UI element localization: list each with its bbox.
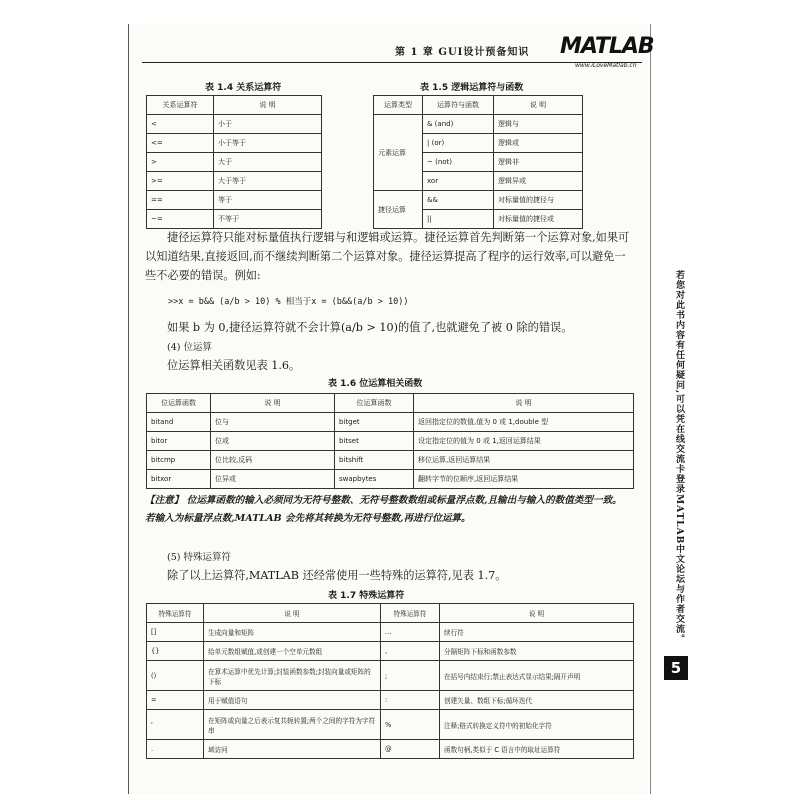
paragraph-divide-zero: 如果 b 为 0,捷径运算符就不会计算(a/b > 10)的值了,也就避免了被 0 除的错误。 (167, 321, 573, 334)
table-cell: 逻辑或 (494, 134, 583, 153)
table-row (147, 432, 634, 451)
table-1-5-caption: 表 1.5 逻辑运算符与函数 (420, 83, 524, 93)
table-cell: 捷径运算 (374, 191, 423, 229)
table-cell: 生成向量和矩阵 (204, 623, 381, 642)
table-cell: @ (381, 740, 440, 759)
table-cell: 设定指定位的值为 0 或 1,返回运算结果 (414, 432, 634, 451)
page-number: 5 (664, 656, 688, 680)
table-row (147, 623, 634, 642)
table-cell: ' (147, 710, 204, 740)
table-cell: 逻辑异或 (494, 172, 583, 191)
table-cell: , (381, 642, 440, 661)
page-edge (650, 24, 651, 794)
table-row (147, 451, 634, 470)
table-row (147, 470, 634, 489)
table-header: 位运算函数 (335, 394, 414, 413)
table-1-6-caption: 表 1.6 位运算相关函数 (328, 379, 423, 389)
table-header: 说 明 (414, 394, 634, 413)
table-cell: swapbytes (335, 470, 414, 489)
table-cell: : (381, 691, 440, 710)
table-row (147, 134, 322, 153)
table-cell: bitcmp (147, 451, 211, 470)
table-row (147, 153, 322, 172)
table-cell: 大于等于 (214, 172, 322, 191)
paragraph-shortcut: 捷径运算符只能对标量值执行逻辑与和逻辑或运算。捷径运算首先判断第一个运算对象,如果可以知道结果,直接返回,而不继续判断第二个运算对象。捷径运算提高了程序的运行效率,可以避免一些不必要的错误。例如: (145, 231, 630, 282)
table-row (147, 115, 322, 134)
table-cell: 对标量值的捷径或 (494, 210, 583, 229)
paragraph-bitwise: 位运算相关函数见表 1.6。 (167, 359, 301, 372)
table-cell: 翻转字节的位顺序,返回运算结果 (414, 470, 634, 489)
table-cell: < (147, 115, 214, 134)
table-header: 说 明 (440, 604, 634, 623)
table-cell: [] (147, 623, 204, 642)
table-row (147, 661, 634, 691)
table-1-4-caption: 表 1.4 关系运算符 (205, 83, 282, 93)
table-header: 说 明 (211, 394, 335, 413)
table-cell: bitget (335, 413, 414, 432)
table-cell: 小于等于 (214, 134, 322, 153)
table-row (147, 413, 634, 432)
table-cell: 位与 (211, 413, 335, 432)
table-row (147, 210, 322, 229)
table-1-4 (146, 95, 322, 229)
table-header: 说 明 (494, 96, 583, 115)
table-cell: bitand (147, 413, 211, 432)
table-row (147, 642, 634, 661)
table-cell: bitset (335, 432, 414, 451)
table-cell: || (423, 210, 494, 229)
table-cell: > (147, 153, 214, 172)
table-row (147, 691, 634, 710)
chapter-header: 第 1 章 GUI设计预备知识 (395, 47, 530, 58)
code-example: >>x = b&& (a/b > 10) % 相当于x = (b&&(a/b > 10)) (168, 297, 409, 307)
table-cell: 不等于 (214, 210, 322, 229)
table-cell: == (147, 191, 214, 210)
table-1-6 (146, 393, 634, 489)
table-row (374, 115, 583, 134)
table-header: 特殊运算符 (147, 604, 204, 623)
table-cell: 续行符 (440, 623, 634, 642)
paragraph-special: 除了以上运算符,MATLAB 还经常使用一些特殊的运算符,见表 1.7。 (167, 569, 507, 582)
table-cell: {} (147, 642, 204, 661)
table-row (374, 191, 583, 210)
note-bitwise: 【注意】 位运算函数的输入必须同为无符号整数、无符号整数数组或标量浮点数,且输出与输入的数值类型一致。若输入为标量浮点数,MATLAB 会先将其转换为无符号整数,再进行位运算。 (145, 495, 622, 524)
table-cell: 等于 (214, 191, 322, 210)
section-special: (5) 特殊运算符 (167, 552, 231, 563)
table-cell: ~ (not) (423, 153, 494, 172)
table-cell: xor (423, 172, 494, 191)
table-cell: . (147, 740, 204, 759)
table-cell: <= (147, 134, 214, 153)
table-cell: ... (381, 623, 440, 642)
table-cell: 移位运算,返回运算结果 (414, 451, 634, 470)
table-row (147, 191, 322, 210)
table-cell: 小于 (214, 115, 322, 134)
table-cell: 给单元数组赋值,或创建一个空单元数组 (204, 642, 381, 661)
table-header: 说 明 (214, 96, 322, 115)
table-cell: && (423, 191, 494, 210)
table-header: 关系运算符 (147, 96, 214, 115)
table-cell: 用于赋值语句 (204, 691, 381, 710)
table-cell: 在算术运算中优先计算;封装函数参数;封装向量或矩阵的下标 (204, 661, 381, 691)
table-row (147, 172, 322, 191)
table-cell: 逻辑非 (494, 153, 583, 172)
table-cell: | (or) (423, 134, 494, 153)
table-cell: 元素运算 (374, 115, 423, 191)
table-1-7 (146, 603, 634, 759)
table-cell: 位异或 (211, 470, 335, 489)
table-cell: 域访问 (204, 740, 381, 759)
table-1-5 (373, 95, 583, 229)
table-header: 位运算函数 (147, 394, 211, 413)
table-cell: 大于 (214, 153, 322, 172)
table-cell: 对标量值的捷径与 (494, 191, 583, 210)
table-cell: = (147, 691, 204, 710)
table-cell: bitor (147, 432, 211, 451)
table-cell: bitshift (335, 451, 414, 470)
table-cell: 创建矢量、数组下标;循环迭代 (440, 691, 634, 710)
table-header: 说 明 (204, 604, 381, 623)
table-1-7-caption: 表 1.7 特殊运算符 (328, 591, 405, 601)
table-cell: bitxor (147, 470, 211, 489)
table-cell: 位比较,反码 (211, 451, 335, 470)
table-cell: () (147, 661, 204, 691)
table-header: 运算符与函数 (423, 96, 494, 115)
side-note: 若您对此书内容有任何疑问,可以凭在线交流卡登录MATLAB中文论坛与作者交流。 (674, 270, 684, 645)
table-row (147, 740, 634, 759)
table-cell: >= (147, 172, 214, 191)
section-bitwise: (4) 位运算 (167, 342, 212, 353)
table-cell: 逻辑与 (494, 115, 583, 134)
table-cell: 返回指定位的数值,值为 0 或 1,double 型 (414, 413, 634, 432)
table-cell: % (381, 710, 440, 740)
table-header: 特殊运算符 (381, 604, 440, 623)
table-cell: 注释;格式转换定义符中的初始化字符 (440, 710, 634, 740)
table-cell: ~= (147, 210, 214, 229)
logo-url: www.iLoveMatlab.cn (575, 62, 637, 69)
table-cell: 函数句柄,类似于 C 语言中的取址运算符 (440, 740, 634, 759)
table-cell: 分隔矩阵下标和函数参数 (440, 642, 634, 661)
table-cell: 在括号内结束行;禁止表达式显示结果;隔开声明 (440, 661, 634, 691)
header-rule (142, 62, 642, 63)
table-cell: 位或 (211, 432, 335, 451)
matlab-logo: MATLAB (560, 34, 654, 59)
table-cell: 在矩阵或向量之后表示复共轭转置;两个之间的字符为字符串 (204, 710, 381, 740)
table-cell: ; (381, 661, 440, 691)
table-cell: & (and) (423, 115, 494, 134)
table-row (147, 710, 634, 740)
table-header: 运算类型 (374, 96, 423, 115)
